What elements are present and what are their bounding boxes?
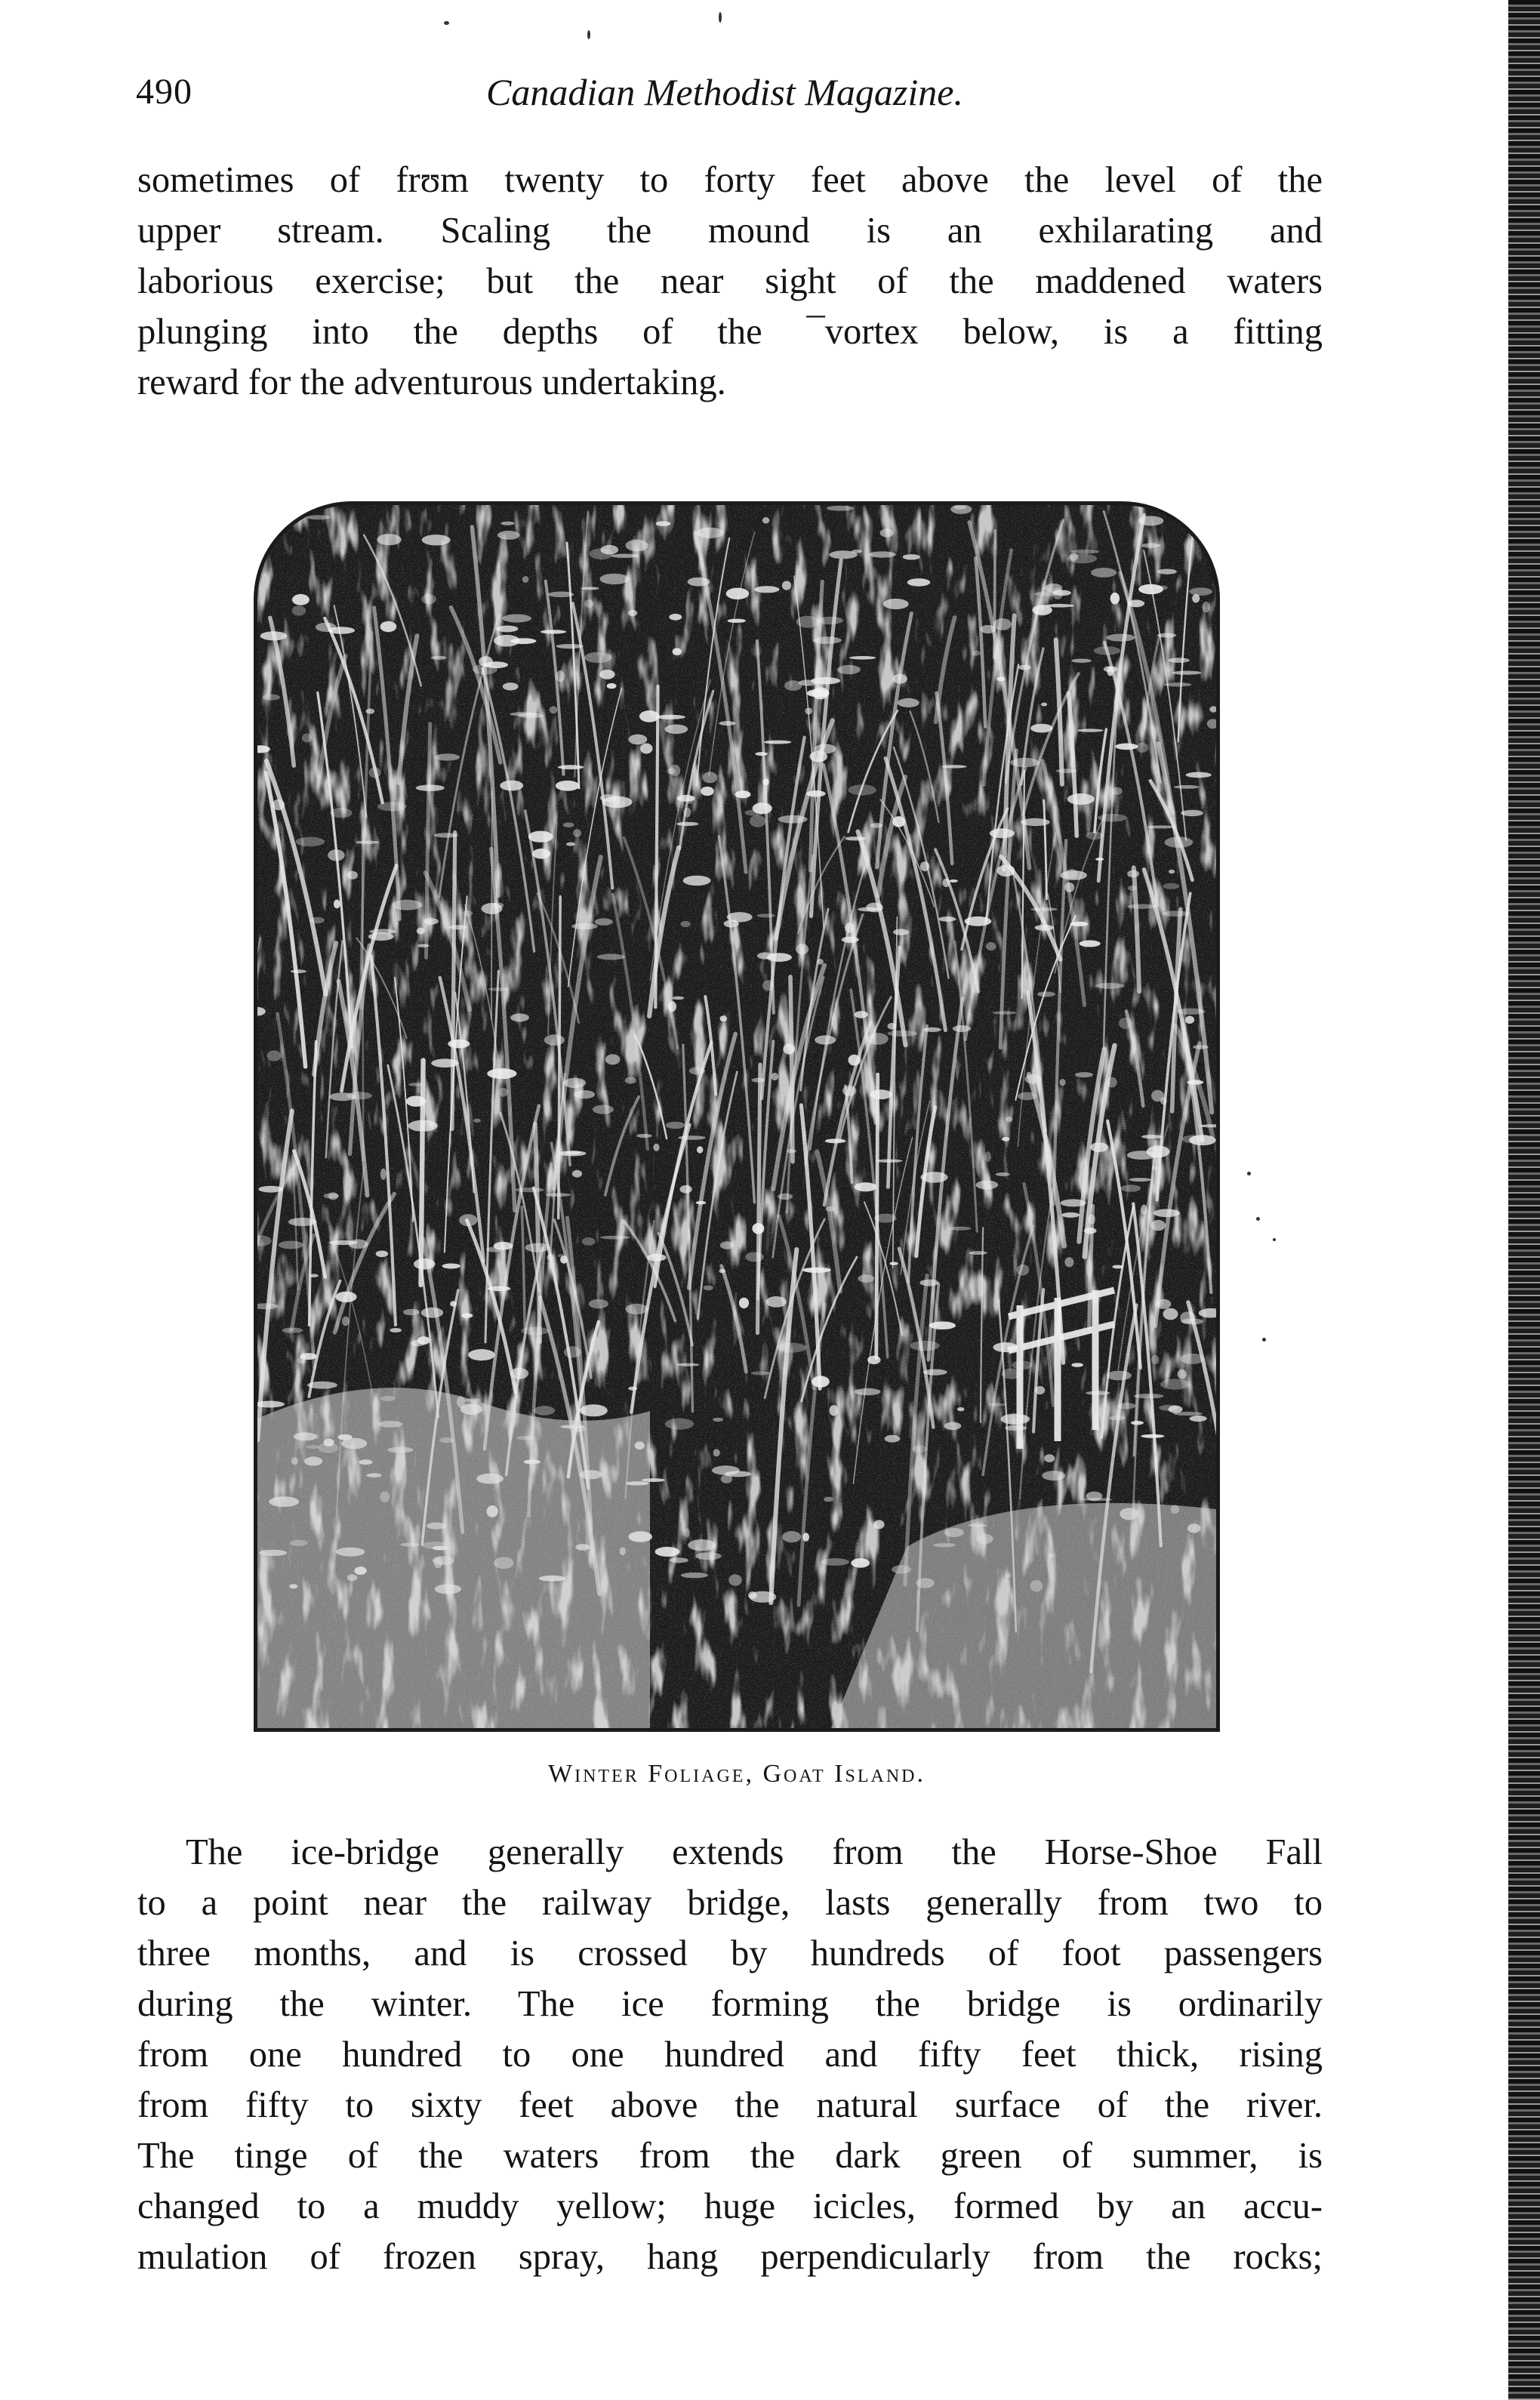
text-line: The ice-bridge generally extends from the Horse-Shoe Fall xyxy=(186,1832,1323,1872)
print-speck xyxy=(1262,1338,1266,1342)
text-line: laborious exercise; but the near sight of the maddened waters xyxy=(137,261,1323,301)
text-line: to a point near the railway bridge, lasts generally from two to xyxy=(137,1883,1323,1923)
print-speck xyxy=(587,30,590,39)
engraving-winter-foliage xyxy=(254,501,1220,1732)
text-line: three months, and is crossed by hundreds of foot passengers xyxy=(137,1933,1323,1973)
paragraph-top xyxy=(137,155,1323,408)
text-line: plunging into the depths of the ¯vortex below, is a fitting xyxy=(137,312,1323,352)
text-line: from one hundred to one hundred and fifty feet thick, rising xyxy=(137,2035,1323,2075)
text-line: reward for the adventurous undertaking. xyxy=(137,362,726,402)
scanned-page-edge xyxy=(1508,0,1540,2400)
text-line: during the winter. The ice forming the bridge is ordinarily xyxy=(137,1984,1323,2024)
text-line: upper stream. Scaling the mound is an exhilarating and xyxy=(137,211,1323,251)
text-line: from fifty to sixty feet above the natural surface of the river. xyxy=(137,2085,1323,2125)
text-line: mulation of frozen spray, hang perpendicularly from the rocks; xyxy=(137,2237,1323,2277)
print-speck xyxy=(719,12,722,23)
print-speck xyxy=(1256,1217,1260,1221)
text-line: sometimes of frʊm twenty to forty feet above the level of the xyxy=(137,160,1323,200)
running-title: Canadian Methodist Magazine. xyxy=(486,71,963,113)
print-speck xyxy=(1247,1172,1251,1175)
figure-caption: Winter Foliage, Goat Island. xyxy=(547,1760,926,1788)
print-speck xyxy=(444,21,449,25)
page-number: 490 xyxy=(136,72,192,112)
print-speck xyxy=(1273,1238,1276,1241)
paragraph-bottom xyxy=(137,1827,1323,2282)
text-line: changed to a muddy yellow; huge icicles, formed by an accu- xyxy=(137,2186,1323,2226)
running-head xyxy=(136,69,1314,122)
text-line: The tinge of the waters from the dark green of summer, is xyxy=(137,2136,1323,2176)
